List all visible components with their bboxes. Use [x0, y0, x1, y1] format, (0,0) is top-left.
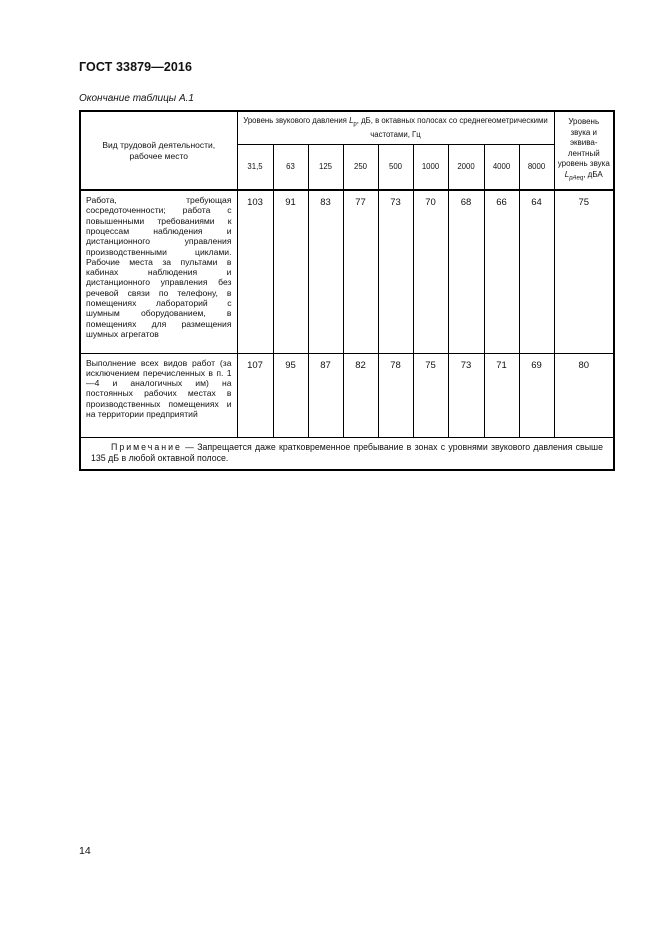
table-cell: 77 — [343, 190, 378, 353]
table-cell: 70 — [413, 190, 448, 353]
table-cell: 64 — [519, 190, 554, 353]
table-note-row — [80, 437, 614, 470]
frequency-header: 2000 — [448, 144, 484, 190]
table-cell: 87 — [308, 353, 343, 437]
frequency-header: 1000 — [413, 144, 448, 190]
table-cell: 103 — [237, 190, 273, 353]
frequency-header: 31,5 — [237, 144, 273, 190]
table-cell: 82 — [343, 353, 378, 437]
table-row — [80, 190, 614, 353]
note-text: — Запрещается даже кратковременное пребывание в зонах с уровнями звукового давления свыше 135 дБ в любой октавной полосе. — [91, 441, 603, 463]
table-cell: 95 — [273, 353, 308, 437]
table-cell: 68 — [448, 190, 484, 353]
table-cell: 73 — [378, 190, 413, 353]
table-cell: 83 — [308, 190, 343, 353]
table-cell: 69 — [519, 353, 554, 437]
column-header-octave-bands: Уровень звукового давления $L_p$, дБ, в октавных полосах со среднегеометрическими частотами, Гц — [237, 111, 554, 144]
table-cell: 107 — [237, 353, 273, 437]
table-cell: 71 — [484, 353, 519, 437]
table-cell: 78 — [378, 353, 413, 437]
table-cell: 66 — [484, 190, 519, 353]
table-note — [80, 437, 614, 470]
table-cell: 73 — [448, 353, 484, 437]
note-label: Примечание — [111, 441, 182, 452]
activity-description: Выполнение всех видов работ (за исключением перечисленных в п. 1—4 и аналогичных им) на постоянных рабочих местах в производственных помещениях и на территории предприятий — [80, 353, 237, 437]
table-row — [80, 353, 614, 437]
frequency-header: 500 — [378, 144, 413, 190]
table-cell: 75 — [413, 353, 448, 437]
table-caption: Окончание таблицы А.1 — [79, 93, 194, 104]
standard-header: ГОСТ 33879—2016 — [79, 60, 193, 74]
activity-description: Работа, требующая сосредоточенности; работа с повышенными требованиями к процессам наблюдения и дистанционного управления производственными циклами. Рабочие места за пультами в кабинах наблюдения и дистанционного управления без речевой связи по телефону, в помещениях лабораторий с шумным оборудованием, в помещениях для размещения шумных агрегатов — [80, 190, 237, 353]
frequency-header: 63 — [273, 144, 308, 190]
noise-limits-table — [79, 110, 615, 471]
table-cell: 91 — [273, 190, 308, 353]
frequency-header: 250 — [343, 144, 378, 190]
frequency-header: 125 — [308, 144, 343, 190]
page-number: 14 — [79, 845, 91, 857]
frequency-header: 4000 — [484, 144, 519, 190]
overall-level-cell: 80 — [554, 353, 614, 437]
frequency-header: 8000 — [519, 144, 554, 190]
overall-level-cell: 75 — [554, 190, 614, 353]
column-header-overall-level: Уровень звука и эквива-лентный уровень звука $L_{pAeq}$, дБА — [554, 111, 614, 190]
column-header-activity: Вид трудовой деятельности, рабочее место — [80, 111, 237, 190]
